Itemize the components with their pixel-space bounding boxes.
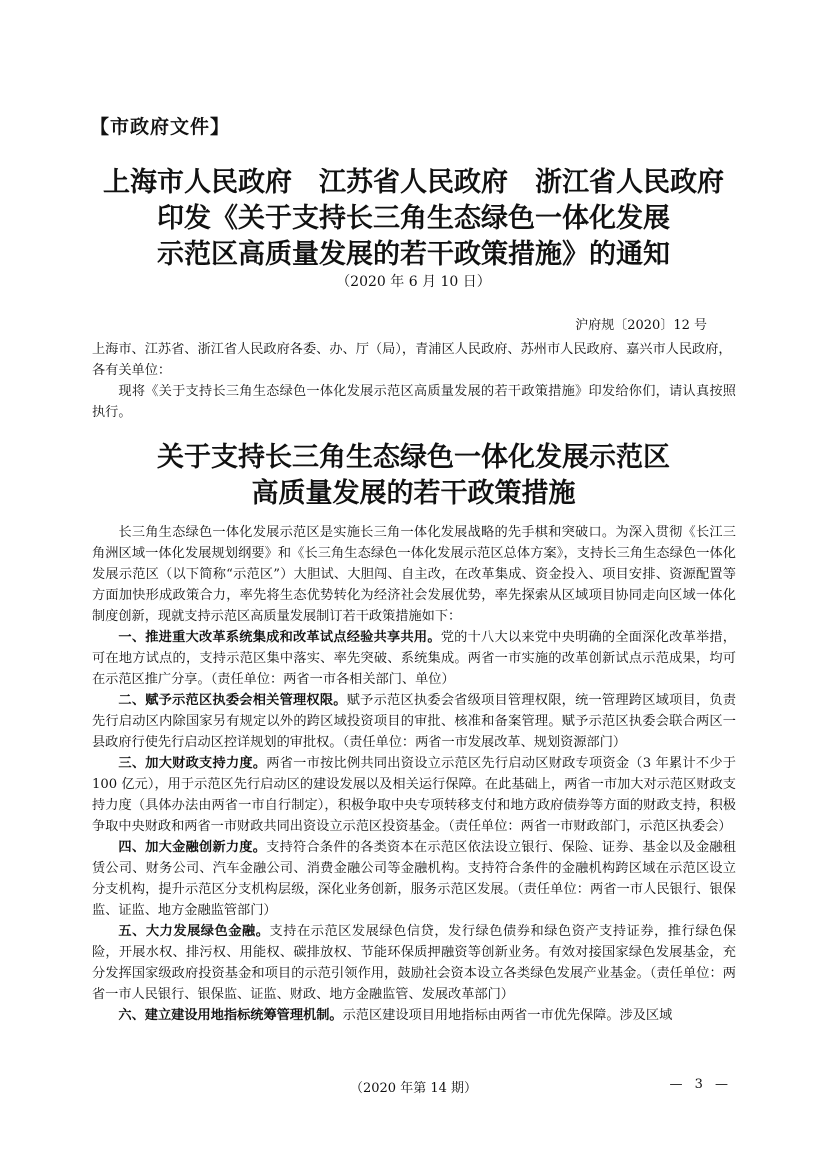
measures-intro: 长三角生态绿色一体化发展示范区是实施长三角一体化发展战略的先手棋和突破口。为深入贯彻《长江三角洲区域一体化发展规划纲要》和《长三角生态绿色一体化发展示范区总体方案》，支持长三角生态绿色一体化发展示范区（以下简称“示范区”）大胆试、大胆闯、自主改，在改革集成、资金投入、项目安排、资源配置等方面加快形成政策合力，率先将生态优势转化为经济社会发展优势，率先探索从区域项目协同走向区域一体化制度创新，现就支持示范区高质量发展制订若干政策措施如下： <box>92 525 736 624</box>
measure-heading: 四、加大金融创新力度。 <box>118 840 267 855</box>
measures-title <box>60 440 767 512</box>
measure-item <box>92 753 736 837</box>
notice-title <box>60 165 767 273</box>
measures-title-line: 高质量发展的若干政策措施 <box>251 478 576 509</box>
issue-date: （2020 年 6 月 10 日） <box>336 274 491 290</box>
measure-text: 支持在示范区发展绿色信贷，发行绿色债券和绿色资产支持证券，推行绿色保险，开展水权、排污权、用能权、碳排放权、节能环保质押融资等创新业务。有效对接国家绿色发展基金，充分发挥国家级政府投资基金和项目的示范引领作用，鼓励社会资本设立各类绿色发展产业基金。（责任单位：两省一市人民银行、银保监、证监、财政、地方金融监管、发展改革部门） <box>92 924 737 1002</box>
measure-text: 示范区建设项目用地指标由两省一市优先保障。涉及区域 <box>342 1008 673 1023</box>
document-number: 沪府规〔2020〕12 号 <box>575 318 707 333</box>
measure-text: 党的十八大以来党中央明确的全面深化改革举措，可在地方试点的，支持示范区集中落实、率先突破、系统集成。两省一市实施的改革创新试点示范成果，均可在示范区推广分享。（责任单位：两省一市各相关部门、单位） <box>92 630 736 687</box>
measure-item <box>92 1005 736 1026</box>
measure-item <box>92 921 736 1005</box>
measure-item <box>92 690 736 753</box>
measure-heading: 六、建立建设用地指标统筹管理机制。 <box>118 1008 343 1023</box>
measure-heading: 一、推进重大改革系统集成和改革试点经验共享共用。 <box>118 630 441 645</box>
measure-heading: 三、加大财政支持力度。 <box>118 756 267 771</box>
measure-text: 两省一市按比例共同出资设立示范区先行启动区财政专项资金（3 年累计不少于 100 亿元），用于示范区先行启动区的建设发展以及相关运行保障。在此基础上，两省一市加大对示范区财政支持力度（具体办法由两省一市自行制定），积极争取中央专项转移支付和地方政府债券等方面的财政支持，积极争取中央财政和两省一市财政共同出资设立示范区投资基金。（责任单位：两省一市财政部门，示范区执委会） <box>92 756 736 834</box>
measures-content <box>92 522 736 1026</box>
measure-text: 支持符合条件的各类资本在示范区依法设立银行、保险、证券、基金以及金融租赁公司、财务公司、汽车金融公司、消费金融公司等金融机构。支持符合条件的金融机构跨区域在示范区设立分支机构，提升示范区分支机构层级，深化业务创新，服务示范区发展。（责任单位：两省一市人民银行、银保监、证监、地方金融监管部门） <box>92 840 736 918</box>
notice-body: 现将《关于支持长三角生态绿色一体化发展示范区高质量发展的若干政策措施》印发给你们，请认真按照执行。 <box>92 384 736 420</box>
notice-title-line: 示范区高质量发展的若干政策措施》的通知 <box>157 239 670 270</box>
section-tag: 【市政府文件】 <box>90 116 231 138</box>
notice-title-line: 上海市人民政府 江苏省人民政府 浙江省人民政府 <box>103 167 724 198</box>
measure-item <box>92 627 736 690</box>
measure-item <box>92 837 736 921</box>
notice-title-line: 印发《关于支持长三角生态绿色一体化发展 <box>157 203 670 234</box>
addressee-line: 各有关单位： <box>92 363 172 378</box>
footer-issue: （2020 年第 14 期） <box>349 1081 478 1096</box>
addressee-line: 上海市、江苏省、浙江省人民政府各委、办、厅（局），青浦区人民政府、苏州市人民政府、嘉兴市人民政府， <box>92 342 732 357</box>
measures-title-line: 关于支持长三角生态绿色一体化发展示范区 <box>157 442 670 473</box>
addressee <box>92 339 736 423</box>
page-number: — 3 — <box>669 1077 732 1092</box>
measure-heading: 二、赋予示范区执委会相关管理权限。 <box>118 693 347 708</box>
measure-heading: 五、大力发展绿色金融。 <box>118 924 270 939</box>
measure-text: 赋予示范区执委会省级项目管理权限，统一管理跨区域项目，负责先行启动区内除国家另有规定以外的跨区域投资项目的审批、核准和备案管理。赋予示范区执委会联合两区一县政府行使先行启动区控详规划的审批权。（责任单位：两省一市发展改革、规划资源部门） <box>92 693 737 750</box>
